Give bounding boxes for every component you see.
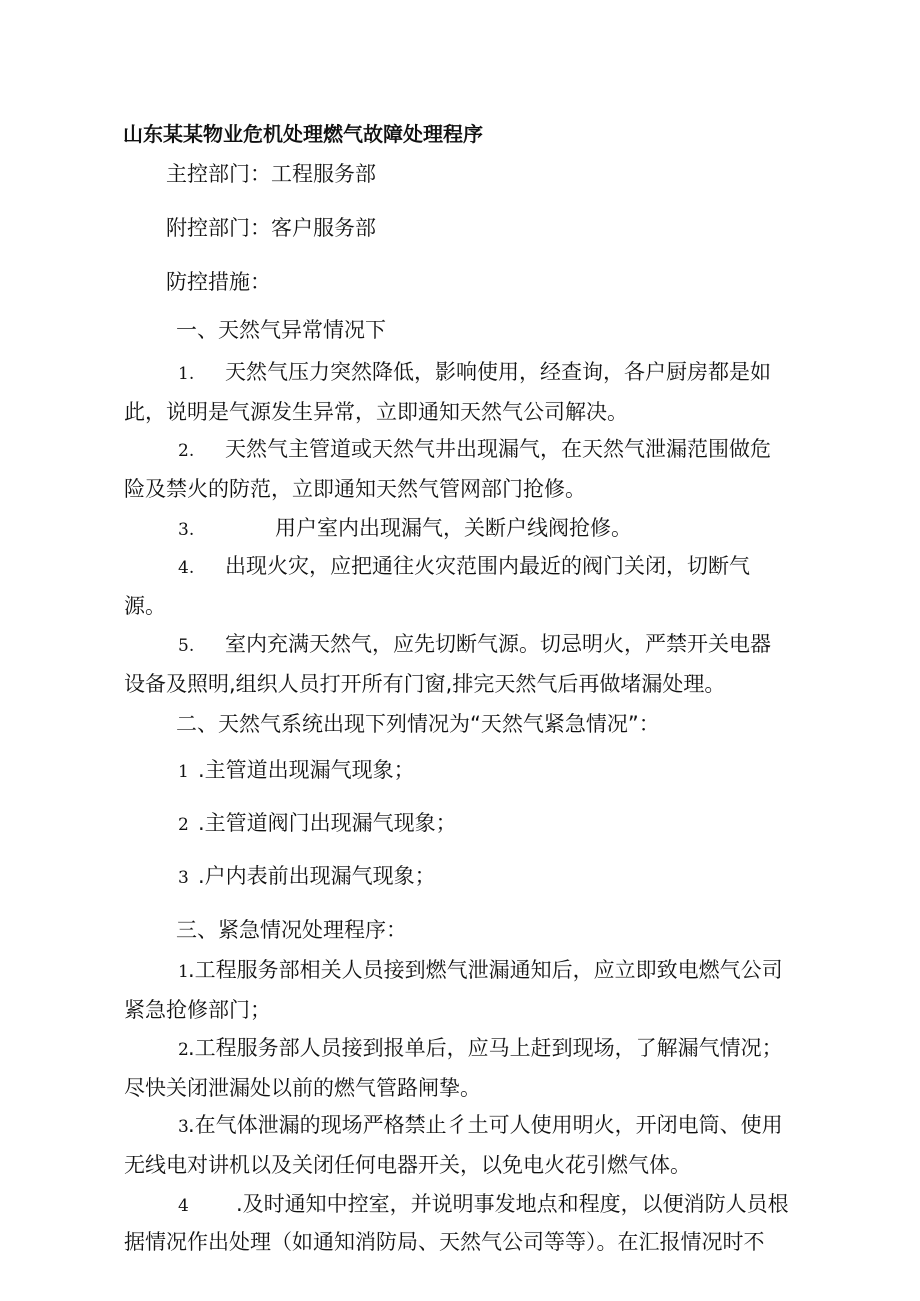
main-dept: 主控部门：工程服务部 (166, 162, 376, 186)
list-item-number: 1 (178, 762, 189, 782)
list-item-text: .及时通知中控室，并说明事发地点和程度，以便消防人员根 (236, 1192, 789, 1216)
list-item-number: 5. (178, 636, 195, 656)
list-item-text: 设备及照明,组织人员打开所有门窗,排完天然气后再做堵漏处理。 (124, 672, 726, 696)
list-item-text: .在气体泄漏的现场严格禁止彳土可人使用明火，开闭电筒、使用 (188, 1113, 783, 1137)
section3-heading: 三、紧急情况处理程序： (176, 918, 407, 942)
list-item-text: 险及禁火的防范，立即通知天然气管网部门抢修。 (124, 477, 586, 501)
list-item-number: 1 (178, 962, 189, 982)
section2-heading: 二、天然气系统出现下列情况为“天然气紧急情况”： (176, 712, 660, 736)
list-item-text: 出现火灾，应把通往火灾范围内最近的阀门关闭，切断气 (225, 554, 750, 578)
list-item-number: 2 (178, 1040, 189, 1060)
list-item-text: 天然气主管道或天然气井出现漏气，在天然气泄漏范围做危 (225, 437, 771, 461)
list-item-text: 天然气压力突然降低，影响使用，经查询，各户厨房都是如 (225, 360, 771, 384)
list-item-number: 4. (178, 558, 195, 578)
list-item-text: .工程服务部人员接到报单后，应马上赶到现场，了解漏气情况； (188, 1036, 783, 1060)
list-item-text: .主管道阀门出现漏气现象； (198, 811, 457, 835)
list-item-text: 用户室内出现漏气，关断户线阀抢修。 (275, 516, 632, 540)
list-item-number: 2. (178, 441, 195, 461)
list-item-number: 3 (178, 1117, 189, 1137)
assist-dept: 附控部门：客户服务部 (166, 216, 376, 240)
list-item-number: 2 (178, 815, 189, 835)
list-item-text: 室内充满天然气，应先切断气源。切忌明火，严禁开关电器 (225, 632, 771, 656)
list-item-text: 据情况作出处理（如通知消防局、天然气公司等等）。在汇报情况时不 (124, 1230, 765, 1254)
list-item-text: .工程服务部相关人员接到燃气泄漏通知后，应立即致电燃气公司 (188, 958, 783, 982)
list-item-number: 3. (178, 520, 195, 540)
list-item-text: 无线电对讲机以及关闭任何电器开关，以免电火花引燃气体。 (124, 1153, 691, 1177)
list-item-text: 紧急抢修部门； (124, 998, 271, 1022)
list-item-number: 1. (178, 364, 195, 384)
list-item-text: 源。 (124, 594, 166, 618)
list-item-text: 此，说明是气源发生异常，立即通知天然气公司解决。 (124, 400, 628, 424)
list-item-number: 4 (178, 1196, 189, 1216)
list-item-number: 3 (178, 868, 189, 888)
list-item-text: .户内表前出现漏气现象； (198, 864, 436, 888)
list-item-text: .主管道出现漏气现象； (198, 758, 415, 782)
document-title: 山东某某物业危机处理燃气故障处理程序 (123, 122, 483, 146)
list-item-text: 尽快关闭泄漏处以前的燃气管路闸挚。 (124, 1076, 481, 1100)
measures-label: 防控措施： (166, 270, 271, 294)
section1-heading: 一、天然气异常情况下 (176, 318, 386, 342)
